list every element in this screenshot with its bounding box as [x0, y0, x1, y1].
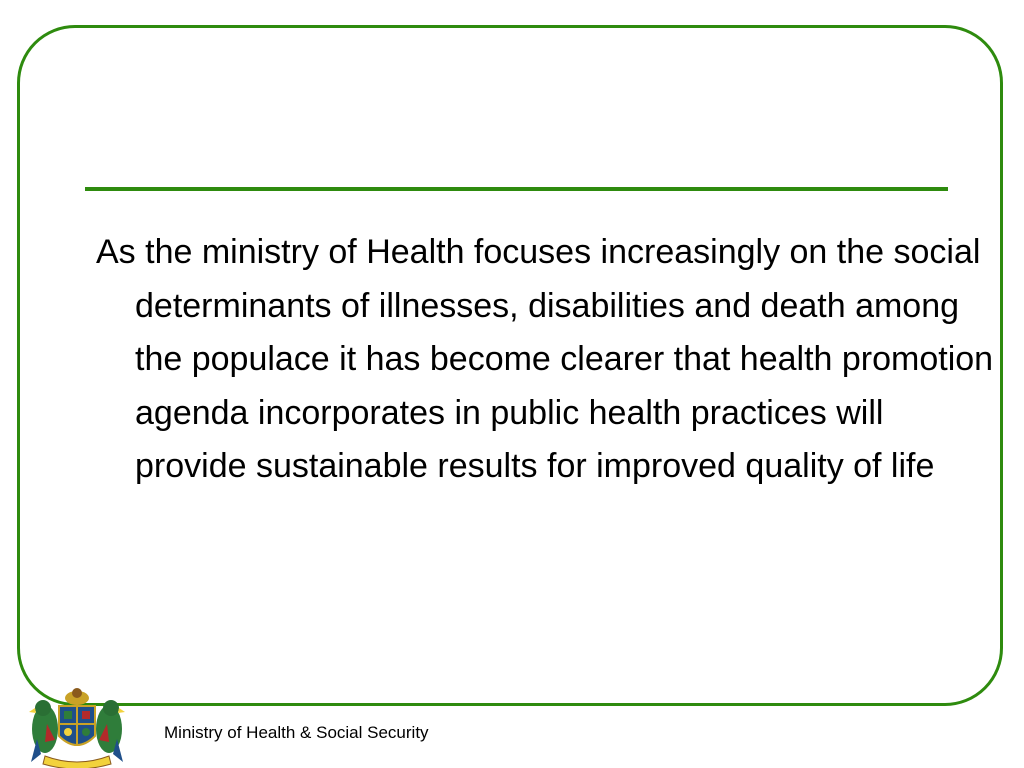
title-divider [85, 187, 948, 191]
body-paragraph: As the ministry of Health focuses increasingly on the social determinants of illnesses, disabilities and death among the populace it has become clearer that health promotion agenda incorporates in public health practices will provide sustainable results for improved quality of life [96, 233, 994, 485]
footer-ministry-name: Ministry of Health & Social Security [164, 723, 429, 742]
coat-of-arms-icon [17, 684, 137, 768]
